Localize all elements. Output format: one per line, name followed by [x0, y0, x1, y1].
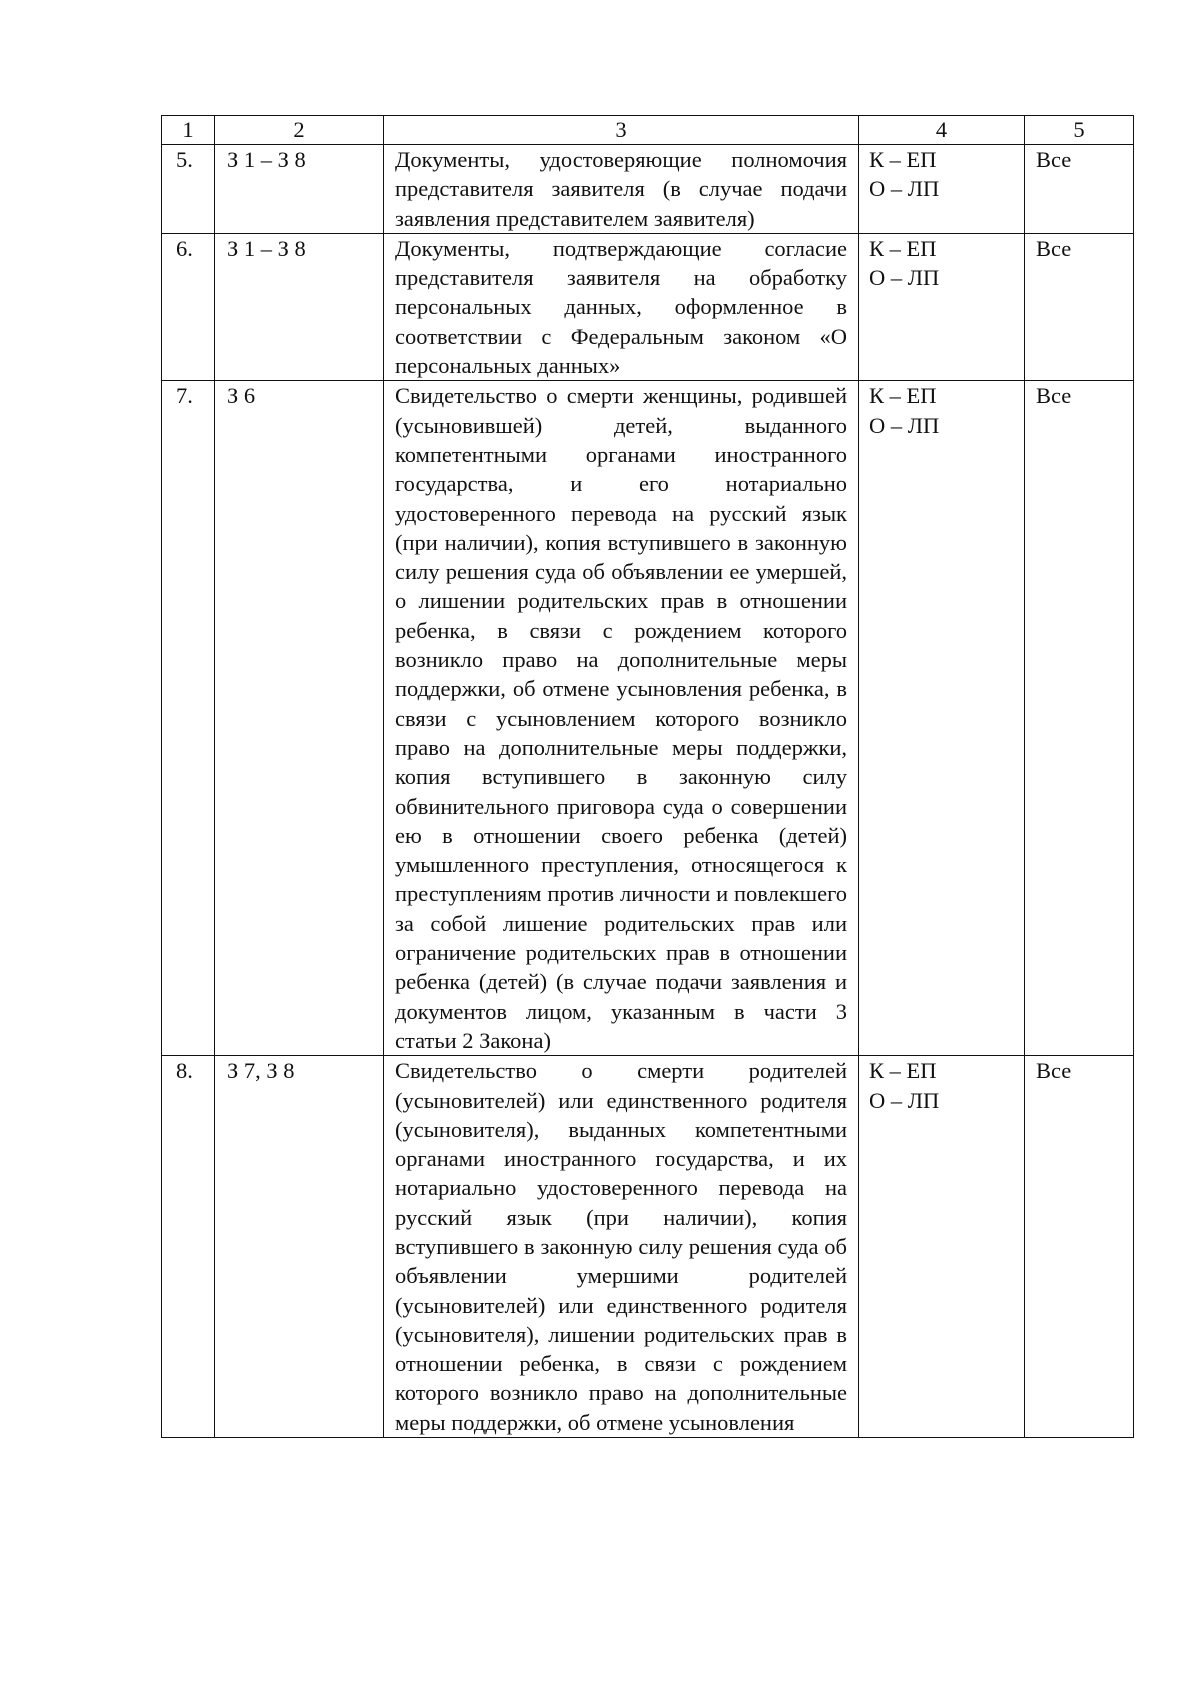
row-number: 7.: [162, 381, 215, 1056]
row-applies: Все: [1025, 1056, 1134, 1438]
row-applies: Все: [1025, 233, 1134, 380]
row-form: [859, 233, 1025, 380]
row-description: Документы, подтверждающие согласие представителя заявителя на обработку персональных данных, оформленное в соответствии с Федеральным законом «О персональных данных»: [384, 233, 859, 380]
row-code: З 1 – З 8: [215, 145, 384, 234]
header-cell-2: 2: [215, 116, 384, 145]
document-page: [161, 115, 1133, 1438]
row-applies: Все: [1025, 381, 1134, 1056]
row-number: 6.: [162, 233, 215, 380]
row-description: Документы, удостоверяющие полномочия представителя заявителя (в случае подачи заявления представителем заявителя): [384, 145, 859, 234]
row-description: Свидетельство о смерти женщины, родившей (усыновившей) детей, выданного компетентными органами иностранного государства, и его нотариально удостоверенного перевода на русский язык (при наличии), копия вступившего в законную силу решения суда об объявлении ее умершей, о лишении родительских прав в отношении ребенка, в связи с рождением которого возникло право на дополнительные меры поддержки, об отмене усыновления ребенка, в связи с усыновлением которого возникло право на дополнительные меры поддержки, копия вступившего в законную силу обвинительного приговора суда о совершении ею в отношении своего ребенка (детей) умышленного преступления, относящегося к преступлениям против личности и повлекшего за собой лишение родительских прав или ограничение родительских прав в отношении ребенка (детей) (в случае подачи заявления и документов лицом, указанным в части 3 статьи 2 Закона): [384, 381, 859, 1056]
table-header-row: [162, 116, 1134, 145]
table-row: [162, 381, 1134, 1056]
row-form: [859, 145, 1025, 234]
row-code: З 7, З 8: [215, 1056, 384, 1438]
row-form: [859, 381, 1025, 1056]
form-electronic: К – ЕП: [869, 235, 937, 261]
header-cell-5: 5: [1025, 116, 1134, 145]
row-description: Свидетельство о смерти родителей (усыновителей) или единственного родителя (усыновителя), выданных компетентными органами иностранного государства, и их нотариально удостоверенного перевода на русский язык (при наличии), копия вступившего в законную силу решения суда об объявлении умершими родителей (усыновителей) или единственного родителя (усыновителя), лишении родительских прав в отношении ребенка, в связи с рождением которого возникло право на дополнительные меры поддержки, об отмене усыновления: [384, 1056, 859, 1438]
header-cell-4: 4: [859, 116, 1025, 145]
form-personal: О – ЛП: [869, 176, 940, 202]
header-cell-1: 1: [162, 116, 215, 145]
table-row: [162, 233, 1134, 380]
requirements-table: [161, 115, 1134, 1438]
row-number: 5.: [162, 145, 215, 234]
row-number: 8.: [162, 1056, 215, 1438]
form-electronic: К – ЕП: [869, 147, 937, 172]
table-row: [162, 145, 1134, 234]
row-form: [859, 1056, 1025, 1438]
form-personal: О – ЛП: [869, 265, 940, 291]
row-code: З 1 – З 8: [215, 233, 384, 380]
row-applies: Все: [1025, 145, 1134, 234]
header-cell-3: 3: [384, 116, 859, 145]
form-personal: О – ЛП: [869, 412, 940, 438]
form-electronic: К – ЕП: [869, 1058, 937, 1084]
table-row: [162, 1056, 1134, 1438]
row-code: З 6: [215, 381, 384, 1056]
form-personal: О – ЛП: [869, 1087, 940, 1113]
form-electronic: К – ЕП: [869, 383, 937, 409]
